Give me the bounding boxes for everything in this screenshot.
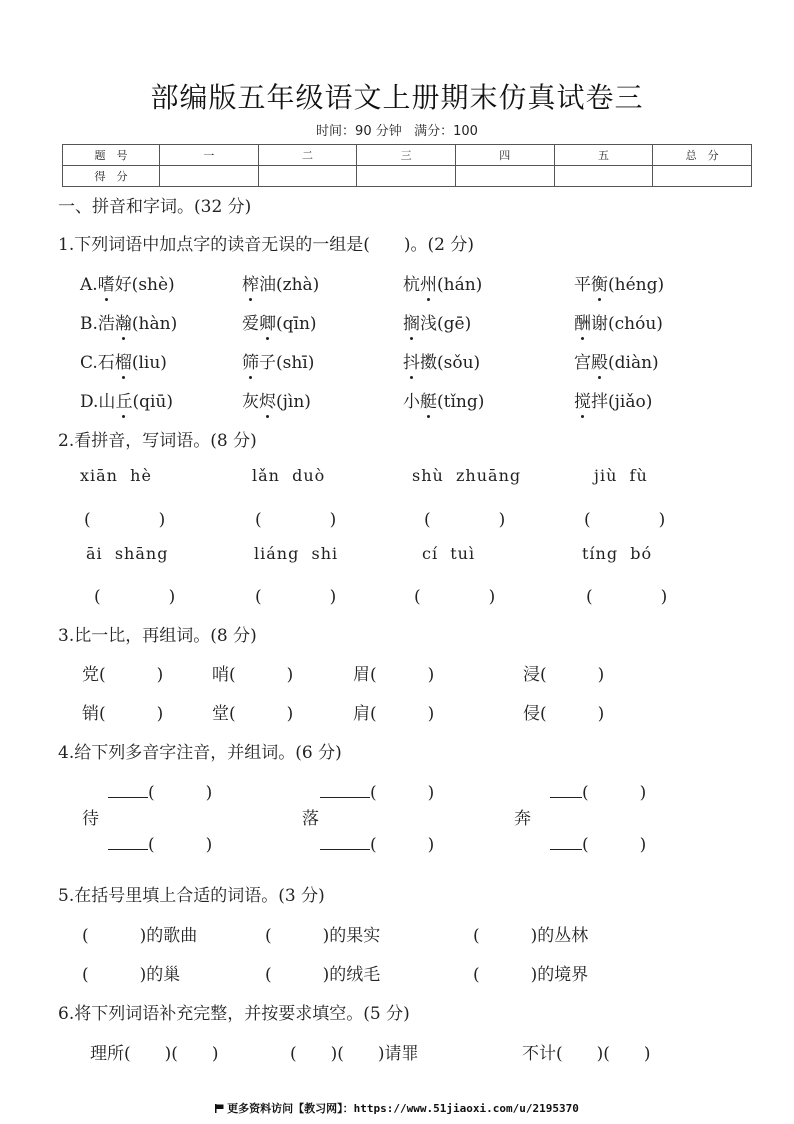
option-text: 子(shī) — [259, 353, 315, 373]
answer-blank[interactable]: ( ) — [255, 587, 337, 607]
option-text: 小 — [403, 392, 420, 412]
option-text: 拌(jiǎo) — [591, 392, 653, 412]
option-text: 杭 — [403, 275, 420, 295]
polyphone-entry[interactable] — [550, 778, 646, 803]
pinyin-label: tíng bó — [582, 544, 653, 563]
dotted-char: 艇 — [420, 392, 437, 412]
option-item — [80, 270, 175, 295]
pinyin-blank[interactable] — [108, 832, 148, 850]
score-input-cell[interactable] — [455, 166, 554, 187]
option-text: (liu) — [131, 353, 167, 373]
question-1-prompt: 1.下列词语中加点字的读音无误的一组是( )。(2 分) — [58, 235, 474, 255]
option-item — [242, 387, 311, 412]
option-item — [242, 309, 317, 334]
word-blank[interactable]: ( ) — [370, 835, 435, 855]
dotted-char: 榴 — [114, 353, 132, 373]
word-blank[interactable]: ( ) — [370, 783, 435, 803]
answer-blank[interactable]: ( ) — [584, 510, 666, 530]
option-text: 油(zhà) — [259, 275, 320, 295]
answer-blank[interactable]: ( ) — [586, 587, 668, 607]
compare-item[interactable]: 肩( ) — [353, 704, 435, 724]
pinyin-blank[interactable] — [550, 780, 582, 798]
question-6-prompt: 6.将下列词语补充完整，并按要求填空。(5 分) — [58, 1004, 410, 1024]
fill-phrase[interactable]: ( )的巢 — [82, 965, 181, 985]
score-header-cell: 题 号 — [63, 145, 160, 166]
dotted-char: 筛 — [242, 353, 259, 373]
dotted-char: 州 — [420, 275, 437, 295]
polyphone-entry[interactable] — [108, 830, 212, 855]
polyphone-entry[interactable] — [320, 778, 434, 803]
option-text: 爱 — [242, 314, 259, 334]
flag-icon — [215, 1104, 224, 1113]
fill-phrase[interactable]: ( )的歌曲 — [82, 926, 198, 946]
word-blank[interactable]: ( ) — [148, 835, 213, 855]
score-table — [62, 144, 752, 187]
option-text: D.山 — [80, 392, 116, 412]
dotted-char: 榨 — [242, 275, 259, 295]
idiom-item[interactable]: 理所( )( ) — [90, 1044, 219, 1064]
option-text: (hàn) — [131, 314, 178, 334]
polyphone-entry[interactable] — [108, 778, 212, 803]
option-item — [574, 270, 664, 295]
dotted-char: 酬 — [574, 314, 591, 334]
option-text: 谢(chóu) — [591, 314, 663, 334]
option-item — [80, 348, 167, 373]
polyphone-char: 落 — [302, 809, 319, 829]
option-text: (héng) — [608, 275, 665, 295]
score-table-score-row — [63, 166, 752, 187]
score-input-cell[interactable] — [554, 166, 653, 187]
option-text: (diàn) — [608, 353, 659, 373]
question-4-prompt: 4.给下列多音字注音，并组词。(6 分) — [58, 743, 342, 763]
dotted-char: 衡 — [591, 275, 608, 295]
option-item — [574, 309, 663, 334]
word-blank[interactable]: ( ) — [582, 835, 647, 855]
score-header-cell: 四 — [455, 145, 554, 166]
option-text: (hán) — [437, 275, 483, 295]
dotted-char: 嗜 — [97, 275, 115, 295]
fill-phrase[interactable]: ( )的境界 — [473, 965, 589, 985]
compare-item[interactable]: 侵( ) — [523, 704, 605, 724]
option-text: B.浩 — [80, 314, 115, 334]
score-header-cell: 一 — [160, 145, 259, 166]
option-item — [574, 387, 652, 412]
compare-item[interactable]: 党( ) — [82, 665, 164, 685]
polyphone-entry[interactable] — [550, 830, 646, 855]
idiom-item[interactable]: ( )( )请罪 — [290, 1044, 419, 1064]
option-text: 灰 — [242, 392, 259, 412]
score-input-cell[interactable] — [653, 166, 752, 187]
compare-item[interactable]: 哨( ) — [212, 665, 294, 685]
fill-phrase[interactable]: ( )的果实 — [265, 926, 381, 946]
word-blank[interactable]: ( ) — [582, 783, 647, 803]
dotted-char: 抖 — [403, 353, 420, 373]
compare-item[interactable]: 销( ) — [82, 704, 164, 724]
polyphone-char: 奔 — [514, 809, 531, 829]
fill-phrase[interactable]: ( )的绒毛 — [265, 965, 381, 985]
dotted-char: 搁 — [403, 314, 420, 334]
dotted-char: 瀚 — [114, 314, 132, 334]
score-header-cell: 总 分 — [653, 145, 752, 166]
option-text: C.石 — [80, 353, 115, 373]
score-header-cell: 二 — [258, 145, 357, 166]
score-header-cell: 三 — [357, 145, 456, 166]
option-text: 平 — [574, 275, 591, 295]
dotted-char: 烬 — [259, 392, 276, 412]
exam-info: 时间：90 分钟 满分：100 — [316, 124, 478, 139]
score-table-header-row — [63, 145, 752, 166]
score-input-cell[interactable] — [160, 166, 259, 187]
polyphone-entry[interactable] — [320, 830, 434, 855]
answer-blank[interactable]: ( ) — [94, 587, 176, 607]
option-item — [242, 348, 314, 373]
score-header-cell: 五 — [554, 145, 653, 166]
footer-text: 更多资料访问【教习网】：https://www.51jiaoxi.com/u/2195370 — [227, 1102, 579, 1115]
option-item — [80, 309, 177, 334]
option-text: 浅(gē) — [420, 314, 472, 334]
dotted-char: 丘 — [115, 392, 133, 412]
dotted-char: 殿 — [591, 353, 608, 373]
pinyin-label: xiān hè — [80, 466, 152, 485]
idiom-item[interactable]: 不计( )( ) — [522, 1044, 651, 1064]
pinyin-label: lǎn duò — [252, 466, 326, 485]
dotted-char: 搅 — [574, 392, 591, 412]
option-item — [403, 387, 484, 412]
polyphone-char: 待 — [82, 809, 99, 829]
compare-item[interactable]: 堂( ) — [212, 704, 294, 724]
answer-blank[interactable]: ( ) — [84, 510, 166, 530]
section-heading: 一、拼音和字词。(32 分) — [58, 197, 252, 217]
option-text: (qiū) — [132, 392, 173, 412]
pinyin-blank[interactable] — [320, 780, 370, 798]
dotted-char: 卿 — [259, 314, 276, 334]
option-item — [403, 348, 480, 373]
compare-item[interactable]: 眉( ) — [353, 665, 435, 685]
question-2-prompt: 2.看拼音，写词语。(8 分) — [58, 431, 257, 451]
option-item — [242, 270, 319, 295]
score-row-label: 得 分 — [63, 166, 160, 187]
score-input-cell[interactable] — [357, 166, 456, 187]
pinyin-label: shù zhuāng — [412, 466, 522, 485]
score-input-cell[interactable] — [258, 166, 357, 187]
pinyin-label: liáng shi — [254, 544, 339, 563]
fill-phrase[interactable]: ( )的丛林 — [473, 926, 589, 946]
pinyin-blank[interactable] — [108, 780, 148, 798]
footer-link[interactable] — [0, 1100, 794, 1116]
question-5-prompt: 5.在括号里填上合适的词语。(3 分) — [58, 886, 325, 906]
option-text: A. — [80, 275, 98, 295]
answer-blank[interactable]: ( ) — [424, 510, 506, 530]
word-blank[interactable]: ( ) — [148, 783, 213, 803]
pinyin-blank[interactable] — [550, 832, 582, 850]
pinyin-label: āi shāng — [86, 544, 169, 563]
option-text: 好(shè) — [114, 275, 175, 295]
option-text: (qīn) — [276, 314, 317, 334]
pinyin-label: cí tuì — [422, 544, 476, 563]
compare-item[interactable]: 浸( ) — [523, 665, 605, 685]
pinyin-blank[interactable] — [320, 832, 370, 850]
question-3-prompt: 3.比一比，再组词。(8 分) — [58, 626, 257, 646]
option-item — [403, 270, 482, 295]
option-text: 宫 — [574, 353, 591, 373]
option-text: (tǐng) — [437, 392, 485, 412]
option-item — [403, 309, 471, 334]
option-item — [574, 348, 659, 373]
answer-blank[interactable]: ( ) — [255, 510, 337, 530]
option-text: (jìn) — [276, 392, 311, 412]
option-item — [80, 387, 173, 412]
option-text: 擞(sǒu) — [420, 353, 481, 373]
pinyin-label: jiù fù — [594, 466, 648, 485]
answer-blank[interactable]: ( ) — [414, 587, 496, 607]
page-title: 部编版五年级语文上册期末仿真试卷三 — [150, 81, 644, 114]
